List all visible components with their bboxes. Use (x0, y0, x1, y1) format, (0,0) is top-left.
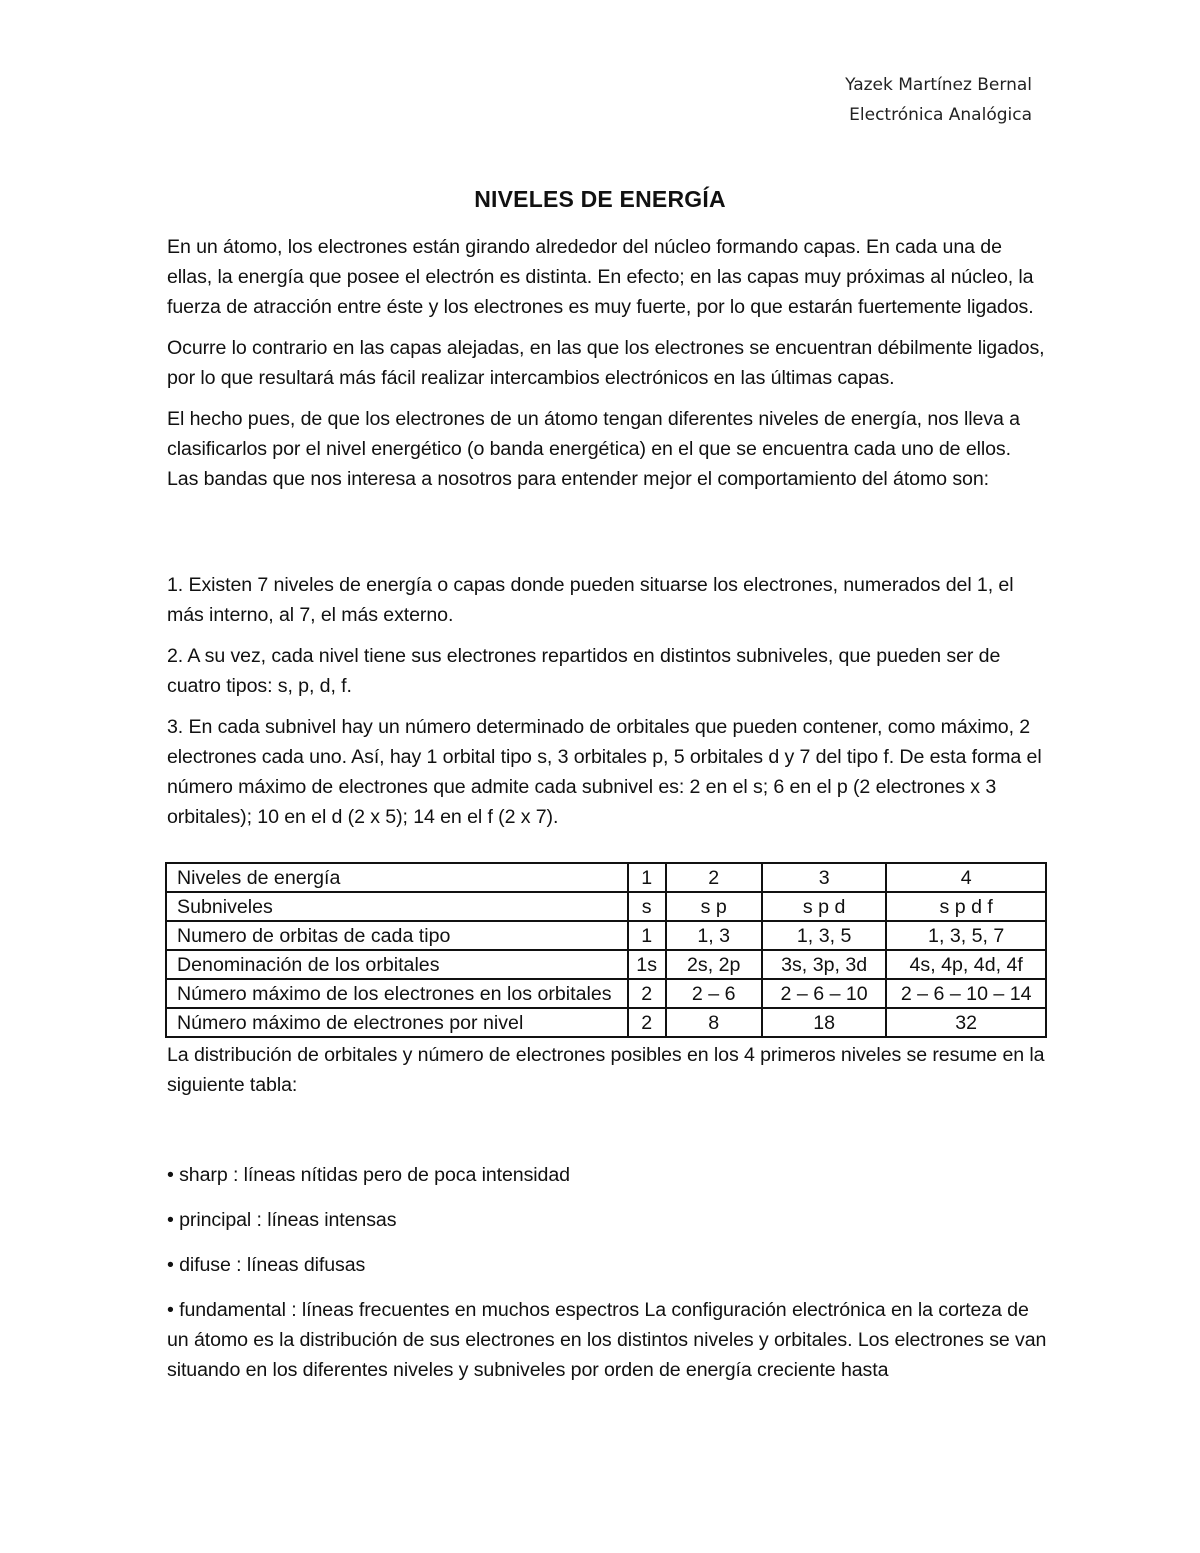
table-caption (167, 1040, 1047, 1100)
table-cell: 1, 3, 5 (762, 921, 886, 950)
page-header (845, 70, 1032, 130)
bullet-item: • sharp : líneas nítidas pero de poca intensidad (167, 1164, 570, 1186)
table-cell: 2s, 2p (666, 950, 762, 979)
table-cell: 8 (666, 1008, 762, 1037)
table-cell: 2 (666, 863, 762, 892)
table-cell: 1 (628, 921, 666, 950)
table-cell: 32 (886, 1008, 1046, 1037)
table-cell: 3s, 3p, 3d (762, 950, 886, 979)
table-row (166, 950, 1046, 979)
table-cell: 1, 3 (666, 921, 762, 950)
row-label: Niveles de energía (166, 863, 628, 892)
table-cell: 2 (628, 979, 666, 1008)
table-cell: 2 – 6 (666, 979, 762, 1008)
table-row (166, 863, 1046, 892)
table-row (166, 979, 1046, 1008)
table-cell: 18 (762, 1008, 886, 1037)
table-cell: 2 – 6 – 10 (762, 979, 886, 1008)
bullet-item: • principal : líneas intensas (167, 1209, 397, 1231)
table-cell: s p (666, 892, 762, 921)
row-label: Numero de orbitas de cada tipo (166, 921, 628, 950)
table-cell: s p d f (886, 892, 1046, 921)
bullet-item: • fundamental : líneas frecuentes en muchos espectros La configuración electrónica en la corteza de un átomo es la distribución de sus electrones en los distintos niveles y orbitales. Los electrones se van situando en los diferentes niveles y subniveles por orden de energía creciente hasta (167, 1299, 1047, 1381)
row-label: Número máximo de los electrones en los orbitales (166, 979, 628, 1008)
row-label: Subniveles (166, 892, 628, 921)
caption-paragraph: La distribución de orbitales y número de electrones posibles en los 4 primeros niveles se resume en la siguiente tabla: (167, 1044, 1045, 1096)
bullet-item: • difuse : líneas difusas (167, 1254, 366, 1276)
table-cell: s p d (762, 892, 886, 921)
author-name: Yazek Martínez Bernal (845, 75, 1032, 95)
intro-paragraph: El hecho pues, de que los electrones de un átomo tengan diferentes niveles de energía, nos lleva a clasificarlos por el nivel energético (o banda energética) en el que se encuentra cada uno de ellos. Las bandas que nos interesa a nosotros para entender mejor el comportamiento del átomo son: (167, 408, 1020, 490)
table-cell: 1, 3, 5, 7 (886, 921, 1046, 950)
bullet-list (167, 1160, 1047, 1400)
table-cell: 4s, 4p, 4d, 4f (886, 950, 1046, 979)
intro-paragraph: Ocurre lo contrario en las capas alejadas, en las que los electrones se encuentran débilmente ligados, por lo que resultará más fácil realizar intercambios electrónicos en las últimas capas. (167, 337, 1045, 389)
table-cell: 2 (628, 1008, 666, 1037)
list-item: 3. En cada subnivel hay un número determinado de orbitales que pueden contener, como máximo, 2 electrones cada uno. Así, hay 1 orbital tipo s, 3 orbitales p, 5 orbitales d y 7 del tipo f. De esta forma el número máximo de electrones que admite cada subnivel es: 2 en el s; 6 en el p (2 electrones x 3 orbitales); 10 en el d (2 x 5); 14 en el f (2 x 7). (167, 716, 1042, 828)
page-title: NIVELES DE ENERGÍA (474, 186, 726, 212)
row-label: Número máximo de electrones por nivel (166, 1008, 628, 1037)
table-cell: 4 (886, 863, 1046, 892)
table-row (166, 921, 1046, 950)
table-cell: 1s (628, 950, 666, 979)
list-item: 1. Existen 7 niveles de energía o capas donde pueden situarse los electrones, numerados del 1, el más interno, al 7, el más externo. (167, 574, 1014, 626)
row-label: Denominación de los orbitales (166, 950, 628, 979)
energy-levels-table (165, 862, 1047, 1038)
table-cell: 2 – 6 – 10 – 14 (886, 979, 1046, 1008)
numbered-list (167, 570, 1047, 843)
list-item: 2. A su vez, cada nivel tiene sus electrones repartidos en distintos subniveles, que pueden ser de cuatro tipos: s, p, d, f. (167, 645, 1001, 697)
intro-paragraph: En un átomo, los electrones están girando alrededor del núcleo formando capas. En cada una de ellas, la energía que posee el electrón es distinta. En efecto; en las capas muy próximas al núcleo, la fuerza de atracción entre éste y los electrones es muy fuerte, por lo que estarán fuertemente ligados. (167, 236, 1034, 318)
table-row (166, 1008, 1046, 1037)
course-name: Electrónica Analógica (849, 105, 1032, 125)
table-cell: s (628, 892, 666, 921)
intro-section (167, 232, 1047, 505)
table-cell: 1 (628, 863, 666, 892)
table-cell: 3 (762, 863, 886, 892)
table-row (166, 892, 1046, 921)
